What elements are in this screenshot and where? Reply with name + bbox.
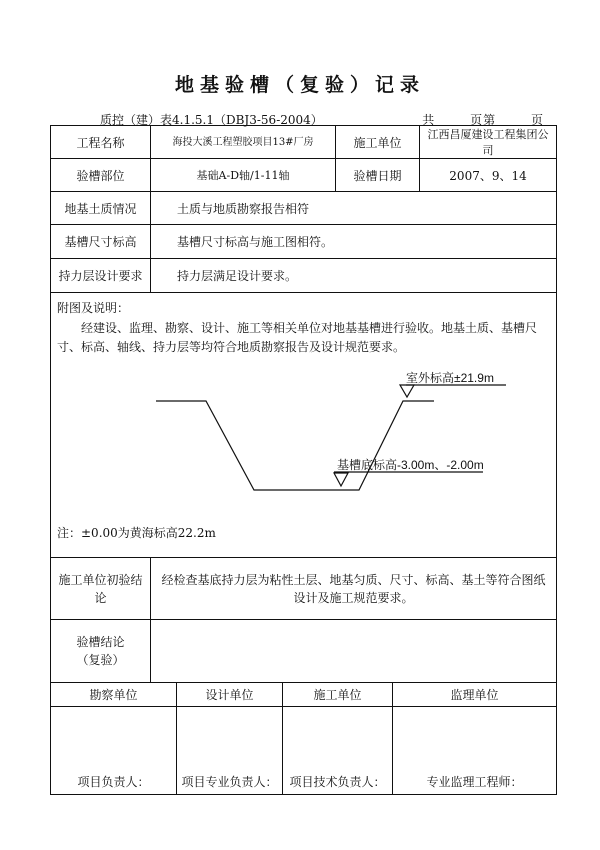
initial-check-value: 经检查基底持力层为粘性土层、地基匀质、尺寸、标高、基土等符合图纸设计及施工规范要求。 [151,558,557,620]
recheck-label: 验槽结论（复验） [51,620,151,683]
design-signature-label: 项目专业负责人： [181,775,278,789]
survey-signature-cell [51,707,177,795]
construction-signature-label: 项目技术负责人： [289,775,386,789]
design-signature-cell [177,707,283,795]
project-name-label: 工程名称 [51,126,151,159]
page-end-label: 页 [530,113,544,127]
construction-signature-cell [283,707,393,795]
inspection-table [50,125,557,795]
bearing-value: 持力层满足设计要求。 [151,259,557,293]
survey-unit-header: 勘察单位 [51,683,177,707]
initial-check-label: 施工单位初验结论 [51,558,151,620]
bottom-elevation-marker [334,473,348,486]
date-value: 2007、9、14 [420,159,557,192]
size-value: 基槽尺寸标高与施工图相符。 [151,225,557,259]
notes-section [51,293,557,558]
date-label: 验槽日期 [336,159,420,192]
size-label: 基槽尺寸标高 [51,225,151,259]
contractor-label: 施工单位 [336,126,420,159]
soil-label: 地基土质情况 [51,192,151,225]
construction-unit-header: 施工单位 [283,683,393,707]
bottom-elevation-text: 基槽底标高-3.00m、-2.00m [337,458,484,472]
footnote: 注：±0.00为黄海标高22.2m [57,526,216,540]
page-total-label: 共 [422,113,436,127]
supervision-unit-header: 监理单位 [393,683,557,707]
location-value: 基础A-D轴/1-11轴 [151,159,336,192]
design-unit-header: 设计单位 [177,683,283,707]
location-label: 验槽部位 [51,159,151,192]
top-elevation-marker [400,385,414,397]
page-current-label: 页第 [470,113,497,127]
trench-diagram [51,293,557,558]
contractor-value: 江西昌厦建设工程集团公司 [420,126,557,159]
survey-signature-label: 项目负责人： [77,775,150,789]
notes-paragraph: 经建设、监理、勘察、设计、施工等相关单位对地基基槽进行验收。地基土质、基槽尺寸、标高、轴线、持力层等均符合地质勘察报告及设计规范要求。 [57,321,538,354]
top-elevation-text: 室外标高±21.9m [406,371,494,385]
supervision-signature-label: 专业监理工程师： [426,775,523,789]
recheck-value [151,620,557,683]
document-title: 地基验槽（复验）记录 [174,74,425,96]
project-name-value: 海投大溪工程塑胶项目13#厂房 [151,126,336,159]
notes-label: 附图及说明： [57,301,130,315]
trench-profile [156,401,434,490]
bearing-label: 持力层设计要求 [51,259,151,293]
supervision-signature-cell [393,707,557,795]
soil-value: 土质与地质勘察报告相符 [151,192,557,225]
form-code: 质控（建）表4.1.5.1（DBJ3-56-2004） [100,113,323,127]
